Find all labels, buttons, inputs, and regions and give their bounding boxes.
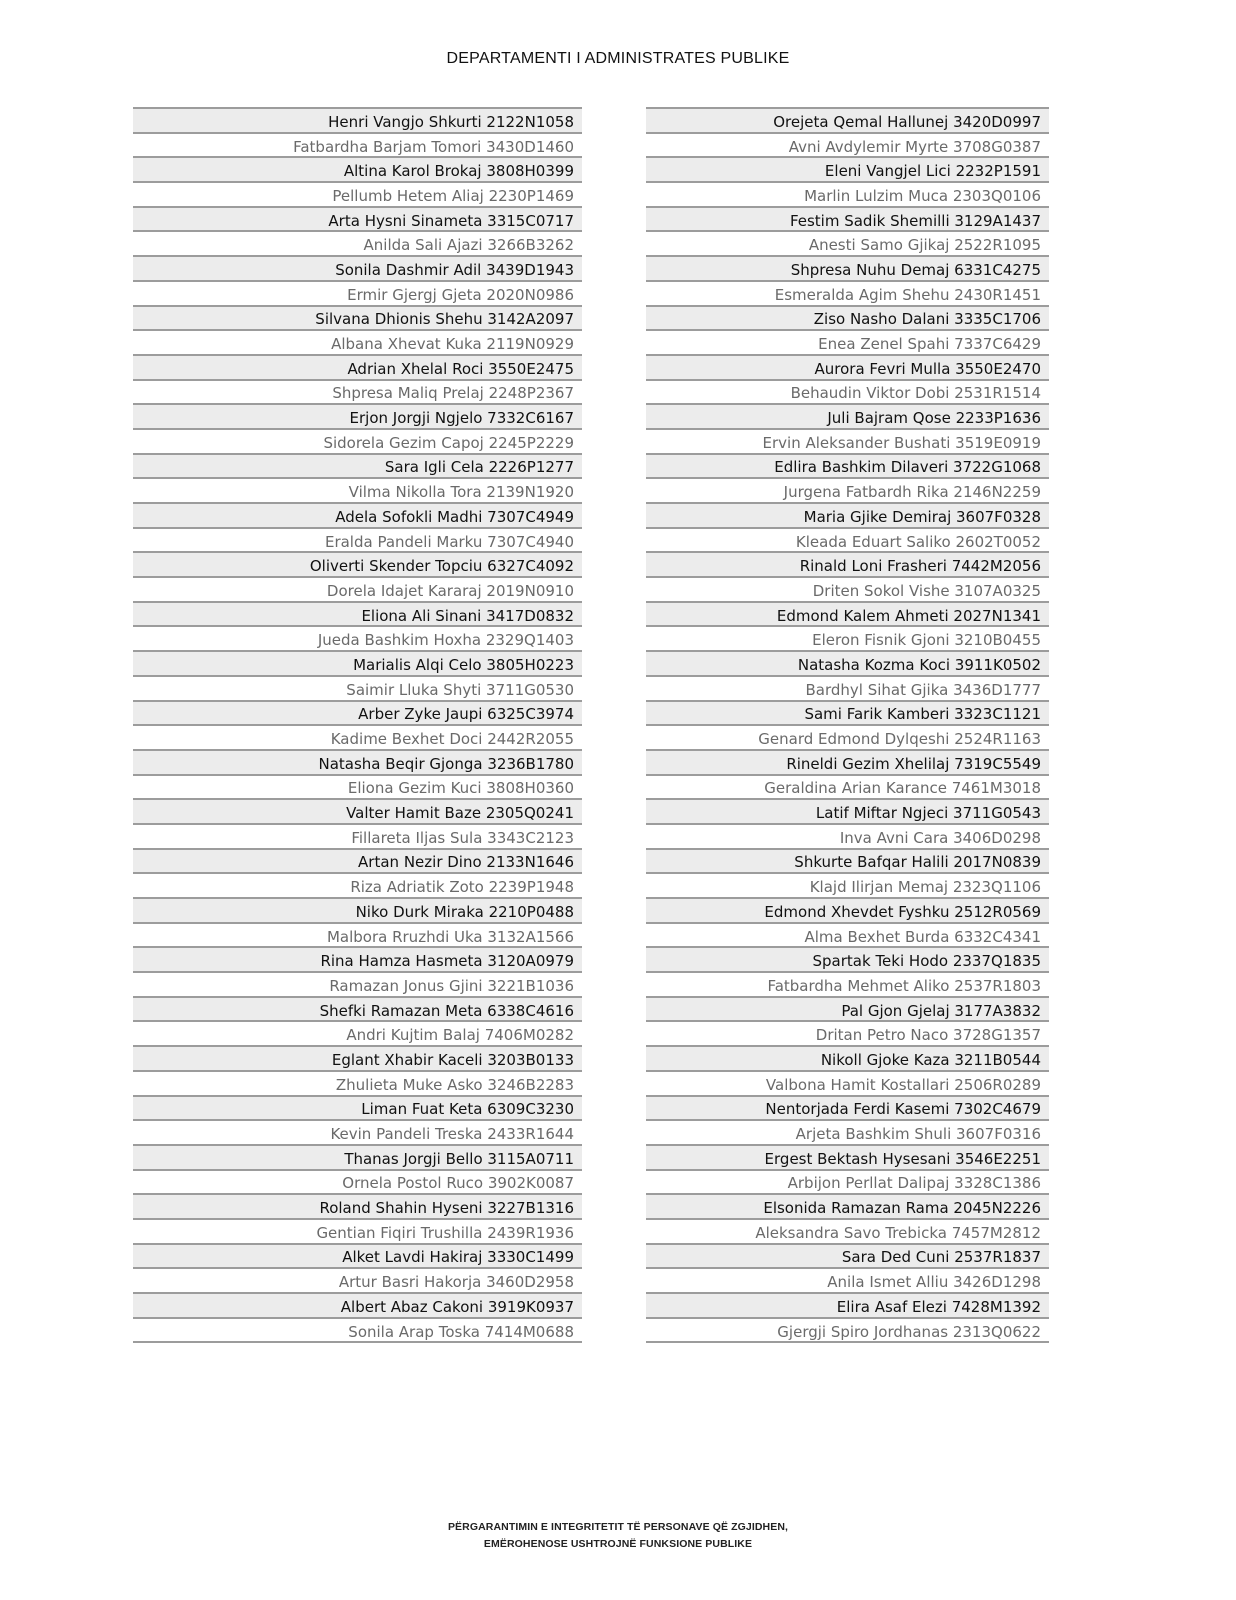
list-item: Edlira Bashkim Dilaveri 3722G1068 (646, 453, 1049, 478)
list-item: Marlin Lulzim Muca 2303Q0106 (646, 181, 1049, 206)
list-item: Rina Hamza Hasmeta 3120A0979 (133, 946, 582, 971)
list-item: Elsonida Ramazan Rama 2045N2226 (646, 1193, 1049, 1218)
list-item: Artan Nezir Dino 2133N1646 (133, 848, 582, 873)
list-item: Elira Asaf Elezi 7428M1392 (646, 1292, 1049, 1317)
list-item: Edmond Xhevdet Fyshku 2512R0569 (646, 897, 1049, 922)
list-item: Ergest Bektash Hysesani 3546E2251 (646, 1144, 1049, 1169)
list-item: Festim Sadik Shemilli 3129A1437 (646, 206, 1049, 231)
list-item: Gentian Fiqiri Trushilla 2439R1936 (133, 1218, 582, 1243)
list-item: Adela Sofokli Madhi 7307C4949 (133, 502, 582, 527)
list-item: Edmond Kalem Ahmeti 2027N1341 (646, 601, 1049, 626)
list-item: Esmeralda Agim Shehu 2430R1451 (646, 280, 1049, 305)
list-item: Arta Hysni Sinameta 3315C0717 (133, 206, 582, 231)
list-item: Anila Ismet Alliu 3426D1298 (646, 1267, 1049, 1292)
right-name-list (646, 107, 1049, 1343)
list-item: Natasha Kozma Koci 3911K0502 (646, 650, 1049, 675)
list-item: Dorela Idajet Kararaj 2019N0910 (133, 576, 582, 601)
list-item: Sidorela Gezim Capoj 2245P2229 (133, 428, 582, 453)
list-item: Adrian Xhelal Roci 3550E2475 (133, 354, 582, 379)
list-item: Marialis Alqi Celo 3805H0223 (133, 650, 582, 675)
list-item: Klajd Ilirjan Memaj 2323Q1106 (646, 872, 1049, 897)
list-item: Albert Abaz Cakoni 3919K0937 (133, 1292, 582, 1317)
list-item: Pal Gjon Gjelaj 3177A3832 (646, 996, 1049, 1021)
list-item: Artur Basri Hakorja 3460D2958 (133, 1267, 582, 1292)
list-item: Alket Lavdi Hakiraj 3330C1499 (133, 1243, 582, 1268)
list-item: Roland Shahin Hyseni 3227B1316 (133, 1193, 582, 1218)
list-item: Kadime Bexhet Doci 2442R2055 (133, 724, 582, 749)
list-item: Natasha Beqir Gjonga 3236B1780 (133, 749, 582, 774)
page-title: DEPARTAMENTI I ADMINISTRATES PUBLIKE (446, 50, 790, 67)
list-item: Saimir Lluka Shyti 3711G0530 (133, 675, 582, 700)
list-item: Valter Hamit Baze 2305Q0241 (133, 798, 582, 823)
list-item: Henri Vangjo Shkurti 2122N1058 (133, 107, 582, 132)
list-item: Jurgena Fatbardh Rika 2146N2259 (646, 477, 1049, 502)
list-item: Anilda Sali Ajazi 3266B3262 (133, 230, 582, 255)
list-item: Sara Ded Cuni 2537R1837 (646, 1243, 1049, 1268)
list-item: Riza Adriatik Zoto 2239P1948 (133, 872, 582, 897)
list-item: Ermir Gjergj Gjeta 2020N0986 (133, 280, 582, 305)
list-item: Geraldina Arian Karance 7461M3018 (646, 774, 1049, 799)
list-item: Ornela Postol Ruco 3902K0087 (133, 1169, 582, 1194)
column-divider (646, 1341, 1049, 1343)
list-item: Eliona Ali Sinani 3417D0832 (133, 601, 582, 626)
list-item: Silvana Dhionis Shehu 3142A2097 (133, 305, 582, 330)
list-item: Pellumb Hetem Aliaj 2230P1469 (133, 181, 582, 206)
left-name-list (133, 107, 582, 1343)
list-item: Zhulieta Muke Asko 3246B2283 (133, 1070, 582, 1095)
list-item: Erjon Jorgji Ngjelo 7332C6167 (133, 403, 582, 428)
list-item: Thanas Jorgji Bello 3115A0711 (133, 1144, 582, 1169)
list-item: Andri Kujtim Balaj 7406M0282 (133, 1020, 582, 1045)
list-item: Shefki Ramazan Meta 6338C4616 (133, 996, 582, 1021)
list-item: Vilma Nikolla Tora 2139N1920 (133, 477, 582, 502)
column-divider (133, 1341, 582, 1343)
list-item: Spartak Teki Hodo 2337Q1835 (646, 946, 1049, 971)
list-item: Eleni Vangjel Lici 2232P1591 (646, 156, 1049, 181)
list-item: Orejeta Qemal Hallunej 3420D0997 (646, 107, 1049, 132)
list-item: Bardhyl Sihat Gjika 3436D1777 (646, 675, 1049, 700)
list-item: Juli Bajram Qose 2233P1636 (646, 403, 1049, 428)
list-item: Eralda Pandeli Marku 7307C4940 (133, 527, 582, 552)
list-item: Gjergji Spiro Jordhanas 2313Q0622 (646, 1317, 1049, 1342)
list-item: Eliona Gezim Kuci 3808H0360 (133, 774, 582, 799)
list-item: Kleada Eduart Saliko 2602T0052 (646, 527, 1049, 552)
list-item: Liman Fuat Keta 6309C3230 (133, 1095, 582, 1120)
list-item: Altina Karol Brokaj 3808H0399 (133, 156, 582, 181)
list-item: Kevin Pandeli Treska 2433R1644 (133, 1119, 582, 1144)
list-item: Ziso Nasho Dalani 3335C1706 (646, 305, 1049, 330)
footer-line-1: PËRGARANTIMIN E INTEGRITETIT TË PERSONAVE QË ZGJIDHEN, (447, 1521, 789, 1533)
list-item: Jueda Bashkim Hoxha 2329Q1403 (133, 625, 582, 650)
list-item: Inva Avni Cara 3406D0298 (646, 823, 1049, 848)
list-item: Sara Igli Cela 2226P1277 (133, 453, 582, 478)
page-footer (0, 1519, 1236, 1553)
footer-line-2: EMËROHENOSE USHTROJNË FUNKSIONE PUBLIKE (483, 1538, 753, 1550)
list-item: Arbijon Perllat Dalipaj 3328C1386 (646, 1169, 1049, 1194)
list-item: Fatbardha Barjam Tomori 3430D1460 (133, 132, 582, 157)
list-item: Eglant Xhabir Kaceli 3203B0133 (133, 1045, 582, 1070)
list-item: Niko Durk Miraka 2210P0488 (133, 897, 582, 922)
list-item: Nikoll Gjoke Kaza 3211B0544 (646, 1045, 1049, 1070)
list-item: Shkurte Bafqar Halili 2017N0839 (646, 848, 1049, 873)
list-item: Albana Xhevat Kuka 2119N0929 (133, 329, 582, 354)
list-item: Aurora Fevri Mulla 3550E2470 (646, 354, 1049, 379)
list-item: Aleksandra Savo Trebicka 7457M2812 (646, 1218, 1049, 1243)
list-item: Fatbardha Mehmet Aliko 2537R1803 (646, 971, 1049, 996)
list-item: Avni Avdylemir Myrte 3708G0387 (646, 132, 1049, 157)
list-item: Sami Farik Kamberi 3323C1121 (646, 700, 1049, 725)
list-item: Oliverti Skender Topciu 6327C4092 (133, 551, 582, 576)
list-item: Latif Miftar Ngjeci 3711G0543 (646, 798, 1049, 823)
list-item: Fillareta Iljas Sula 3343C2123 (133, 823, 582, 848)
list-item: Nentorjada Ferdi Kasemi 7302C4679 (646, 1095, 1049, 1120)
list-item: Sonila Arap Toska 7414M0688 (133, 1317, 582, 1342)
list-item: Sonila Dashmir Adil 3439D1943 (133, 255, 582, 280)
list-item: Arjeta Bashkim Shuli 3607F0316 (646, 1119, 1049, 1144)
list-item: Valbona Hamit Kostallari 2506R0289 (646, 1070, 1049, 1095)
list-item: Alma Bexhet Burda 6332C4341 (646, 922, 1049, 947)
list-item: Rineldi Gezim Xhelilaj 7319C5549 (646, 749, 1049, 774)
list-item: Maria Gjike Demiraj 3607F0328 (646, 502, 1049, 527)
list-item: Shpresa Nuhu Demaj 6331C4275 (646, 255, 1049, 280)
list-item: Dritan Petro Naco 3728G1357 (646, 1020, 1049, 1045)
list-item: Anesti Samo Gjikaj 2522R1095 (646, 230, 1049, 255)
list-item: Ervin Aleksander Bushati 3519E0919 (646, 428, 1049, 453)
list-item: Driten Sokol Vishe 3107A0325 (646, 576, 1049, 601)
list-item: Enea Zenel Spahi 7337C6429 (646, 329, 1049, 354)
list-item: Behaudin Viktor Dobi 2531R1514 (646, 379, 1049, 404)
list-item: Eleron Fisnik Gjoni 3210B0455 (646, 625, 1049, 650)
list-item: Arber Zyke Jaupi 6325C3974 (133, 700, 582, 725)
list-item: Genard Edmond Dylqeshi 2524R1163 (646, 724, 1049, 749)
list-item: Shpresa Maliq Prelaj 2248P2367 (133, 379, 582, 404)
list-item: Ramazan Jonus Gjini 3221B1036 (133, 971, 582, 996)
list-item: Rinald Loni Frasheri 7442M2056 (646, 551, 1049, 576)
list-item: Malbora Rruzhdi Uka 3132A1566 (133, 922, 582, 947)
